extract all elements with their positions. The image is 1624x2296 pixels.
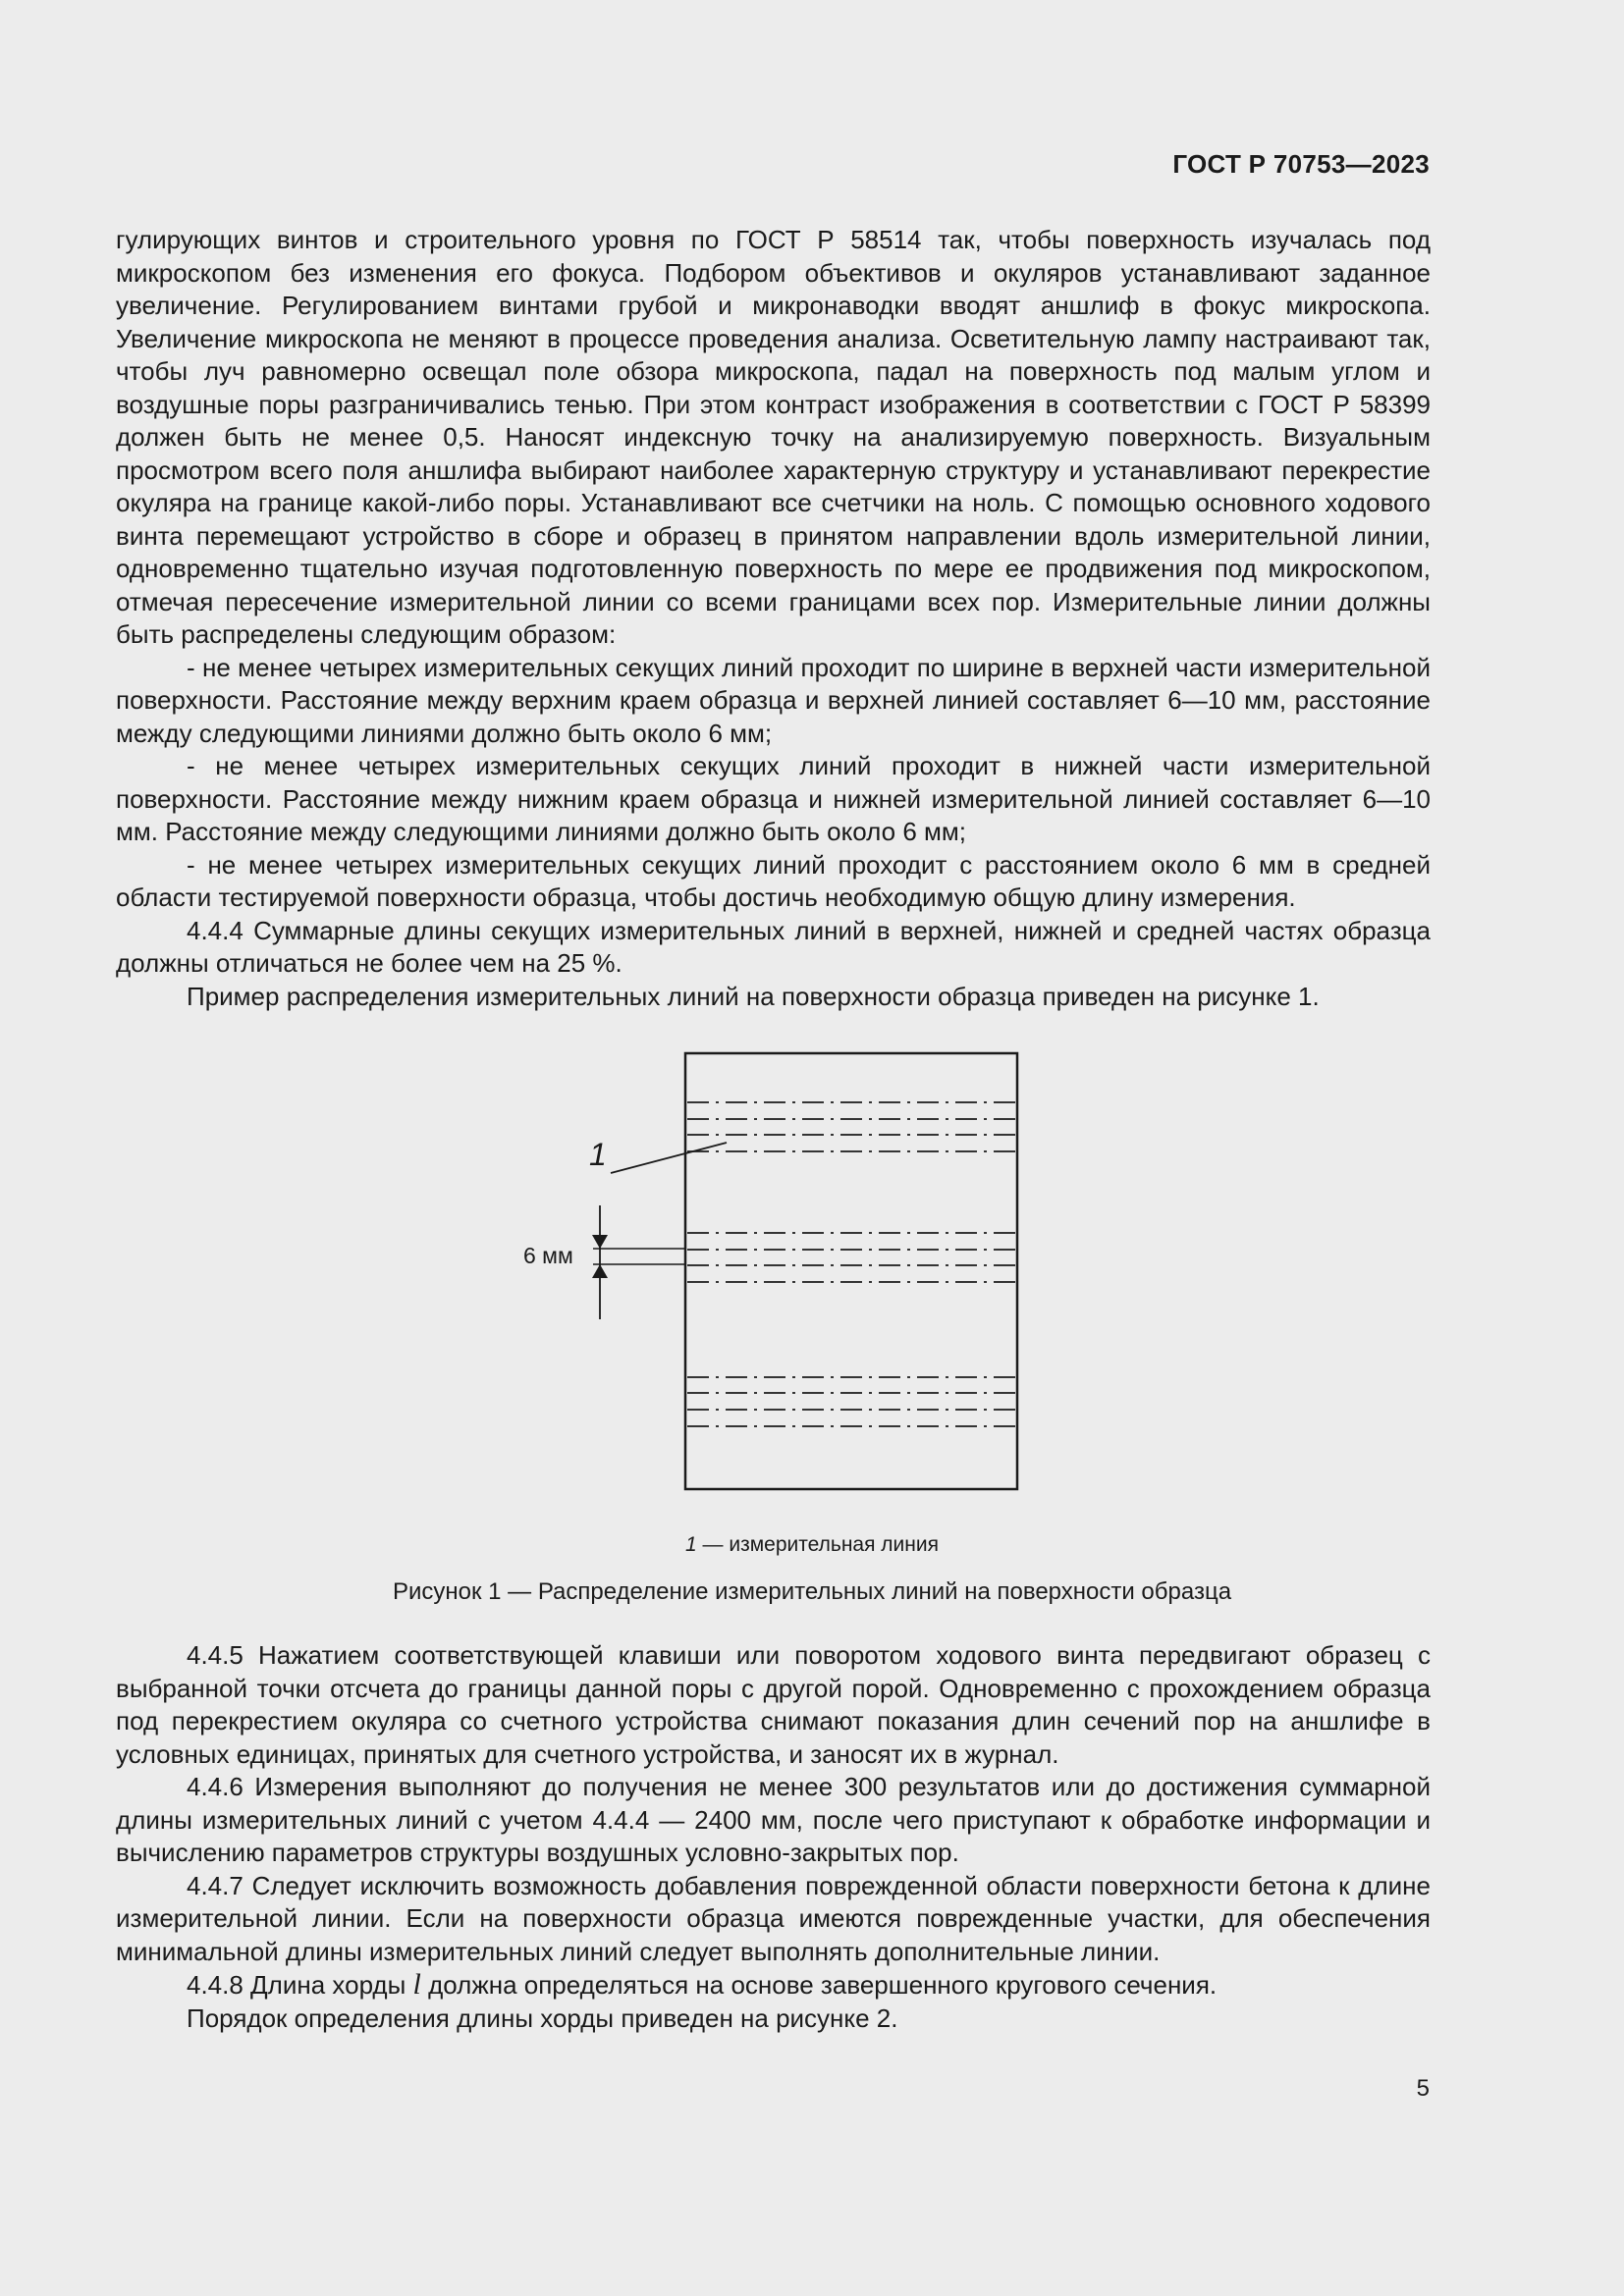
page-number: 5 — [1416, 2075, 1430, 2102]
legend-number: 1 — [685, 1533, 697, 1556]
paragraph: - не менее четырех измерительных секущих линий проходит по ширине в верхней части измерительной поверхности. Расстояние между верхним краем образца и верхней линией составляет 6—10 мм, расстояние между следующими линиями должно быть около 6 мм; — [116, 652, 1431, 748]
paragraph: Пример распределения измерительных линий на поверхности образца приведен на рисунке 1. — [187, 981, 1320, 1011]
figure-caption: Рисунок 1 — Распределение измерительных линий на поверхности образца — [392, 1578, 1232, 1605]
figure-1-drawing — [491, 1041, 1041, 1522]
paragraph: Порядок определения длины хорды приведен на рисунке 2. — [187, 2002, 898, 2033]
paragraph: 4.4.4 Суммарные длины секущих измерительных линий в верхней, нижней и средней частях образца должны отличаться не более чем на 25 %. — [116, 915, 1431, 978]
document-id-header: ГОСТ Р 70753—2023 — [1172, 149, 1430, 179]
leader-line — [611, 1143, 727, 1173]
legend-text: — измерительная линия — [696, 1533, 939, 1556]
dimension-label-6mm: 6 мм — [523, 1243, 573, 1268]
arrow-down-icon — [592, 1235, 608, 1249]
paragraph: - не менее четырех измерительных секущих линий проходит в нижней части измерительной поверхности. Расстояние между нижним краем образца и нижней измерительной линией составляет 6—10 мм. Расстояние между следующими линиями должно быть около 6 мм; — [116, 751, 1431, 846]
arrow-up-icon — [592, 1264, 608, 1278]
figure-legend — [0, 1533, 1624, 1557]
figure-label-1: 1 — [589, 1137, 607, 1172]
measuring-lines — [687, 1102, 1015, 1426]
paragraph: 4.4.6 Измерения выполняют до получения не менее 300 результатов или до достижения суммарной длины измерительных линий с учетом 4.4.4 — 2400 мм, после чего приступают к обработке информации и вычислению параметров структуры воздушных условно-закрытых пор. — [116, 1772, 1431, 1867]
paragraph: - не менее четырех измерительных секущих линий проходит с расстоянием около 6 мм в средней области тестируемой поверхности образца, чтобы достичь необходимую общую длину измерения. — [116, 849, 1431, 912]
paragraph: 4.4.7 Следует исключить возможность добавления поврежденной области поверхности бетона к длине измерительной линии. Если на поверхности образца имеются поврежденные участки, для обеспечения минимальной длины измерительных линий следует выполнять дополнительные линии. — [116, 1870, 1431, 1966]
figure-1 — [491, 1041, 1041, 1522]
paragraph: гулирующих винтов и строительного уровня по ГОСТ Р 58514 так, чтобы поверхность изучалась под микроскопом без изменения его фокуса. Подбором объективов и окуляров устанавливают заданное увеличение. Регулированием винтами грубой и микронаводки вводят аншлиф в фокус микроскопа. Увеличение микроскопа не меняют в процессе проведения анализа. Осветительную лампу настраивают так, чтобы луч равномерно освещал поле обзора микроскопа, падал на поверхность под малым углом и воздушные поры разграничивались тенью. При этом контраст изображения в соответствии с ГОСТ Р 58399 должен быть не менее 0,5. Наносят индексную точку на анализируемую поверхность. Визуальным просмотром всего поля аншлифа выбирают наиболее характерную структуру и устанавливают перекрестие окуляра на границе какой-либо поры. Устанавливают все счетчики на ноль. С помощью основного ходового винта перемещают устройство в сборе и образец в принятом направлении вдоль измерительной линии, одновременно тщательно изучая подготовленную поверхность по мере ее продвижения под микроскопом, отмечая пересечение измерительной линии со всеми границами всех пор. Измерительные линии должны быть распределены следующим образом: — [116, 225, 1431, 649]
text-block-bottom — [116, 1639, 1431, 2035]
paragraph: 4.4.5 Нажатием соответствующей клавиши или поворотом ходового винта передвигают образец с выбранной точки отсчета до границы данной поры с другой порой. Одновременно с прохождением образца под перекрестием окуляра со счетного устройства снимают показания длин сечений пор на аншлифе в условных единицах, принятых для счетного устройства, и заносят их в журнал. — [116, 1640, 1431, 1769]
paragraph-with-symbol: 4.4.8 Длина хорды l должна определяться на основе завершенного кругового сечения. — [187, 1968, 1218, 2001]
text-block-top — [116, 224, 1431, 1013]
